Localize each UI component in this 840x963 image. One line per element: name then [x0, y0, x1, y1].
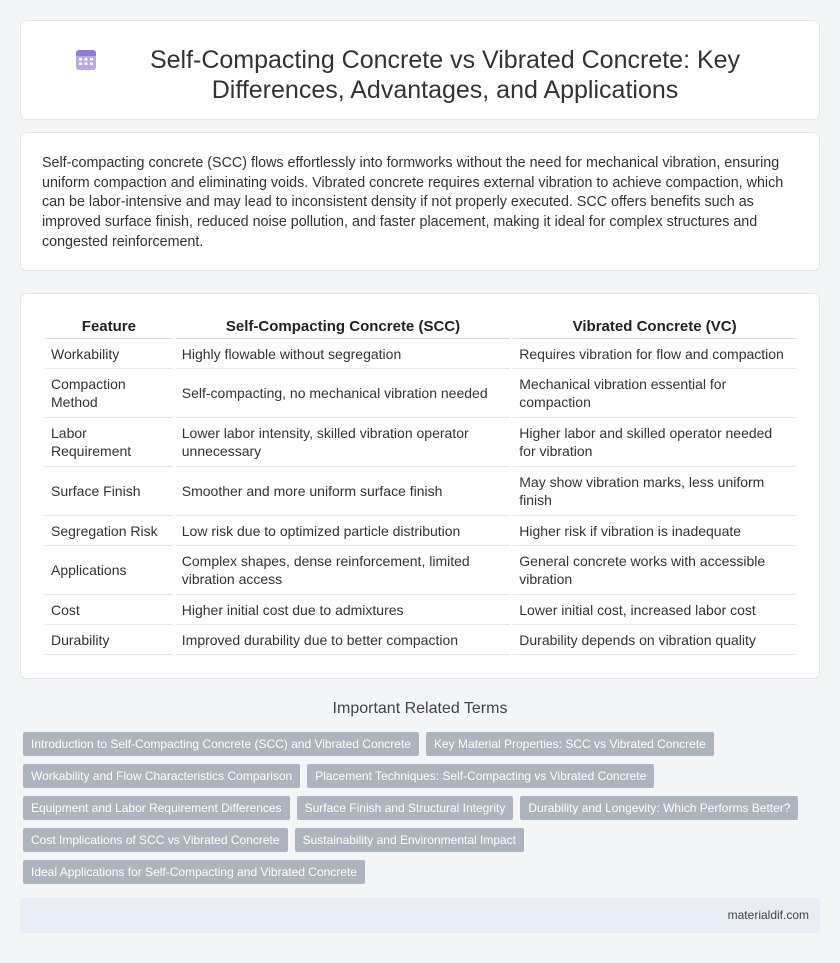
column-header: Self-Compacting Concrete (SCC): [176, 315, 511, 339]
feature-cell: Compaction Method: [45, 369, 173, 418]
scc-cell: Higher initial cost due to admixtures: [176, 595, 511, 625]
table-row: [45, 467, 796, 516]
related-term-link[interactable]: Equipment and Labor Requirement Differences: [23, 796, 290, 820]
feature-cell: Cost: [45, 595, 173, 625]
scc-cell: Highly flowable without segregation: [176, 339, 511, 369]
vc-cell: May show vibration marks, less uniform finish: [513, 467, 796, 516]
scc-cell: Low risk due to optimized particle distribution: [176, 516, 511, 546]
scc-cell: Improved durability due to better compaction: [176, 625, 511, 655]
related-term-link[interactable]: Cost Implications of SCC vs Vibrated Concrete: [23, 828, 288, 852]
vc-cell: Requires vibration for flow and compaction: [513, 339, 796, 369]
table-row: [45, 516, 796, 546]
site-link[interactable]: materialdif.com: [727, 908, 809, 922]
related-term-link[interactable]: Surface Finish and Structural Integrity: [297, 796, 514, 820]
related-term-link[interactable]: Key Material Properties: SCC vs Vibrated Concrete: [426, 732, 714, 756]
scc-cell: Complex shapes, dense reinforcement, limited vibration access: [176, 546, 511, 595]
intro-card: [20, 132, 820, 271]
feature-cell: Segregation Risk: [45, 516, 173, 546]
vc-cell: Lower initial cost, increased labor cost: [513, 595, 796, 625]
table-row: [45, 546, 796, 595]
page-title: Self-Compacting Concrete vs Vibrated Concrete: Key Differences, Advantages, and Applications: [149, 46, 741, 104]
feature-cell: Durability: [45, 625, 173, 655]
related-term-link[interactable]: Sustainability and Environmental Impact: [295, 828, 524, 852]
table-header-row: [45, 315, 796, 339]
table-row: [45, 625, 796, 655]
scc-cell: Smoother and more uniform surface finish: [176, 467, 511, 516]
vc-cell: Durability depends on vibration quality: [513, 625, 796, 655]
header-card: [20, 20, 820, 120]
column-header: Vibrated Concrete (VC): [513, 315, 796, 339]
related-term-link[interactable]: Introduction to Self-Compacting Concrete (SCC) and Vibrated Concrete: [23, 732, 419, 756]
vc-cell: Higher risk if vibration is inadequate: [513, 516, 796, 546]
related-term-link[interactable]: Durability and Longevity: Which Performs Better?: [520, 796, 798, 820]
related-term-link[interactable]: Ideal Applications for Self-Compacting and Vibrated Concrete: [23, 860, 365, 884]
column-header: Feature: [45, 315, 173, 339]
table-row: [45, 418, 796, 467]
related-term-link[interactable]: Placement Techniques: Self-Compacting vs Vibrated Concrete: [307, 764, 654, 788]
table-row: [45, 369, 796, 418]
related-terms-title: Important Related Terms: [332, 700, 508, 717]
scc-cell: Self-compacting, no mechanical vibration needed: [176, 369, 511, 418]
footer: [20, 898, 820, 933]
vc-cell: Mechanical vibration essential for compaction: [513, 369, 796, 418]
table-row: [45, 339, 796, 369]
related-terms-list: [23, 732, 803, 884]
intro-paragraph: Self-compacting concrete (SCC) flows effortlessly into formworks without the need for mechanical vibration, ensuring uniform compaction and eliminating voids. Vibrated concrete requires external vibration to achieve compaction, which can be labor-intensive and may lead to inconsistent density if not properly executed. SCC offers benefits such as improved surface finish, reduced noise pollution, and faster placement, making it ideal for complex structures and congested reinforcement.: [42, 155, 784, 250]
feature-cell: Labor Requirement: [45, 418, 173, 467]
comparison-table: [42, 315, 799, 655]
scc-cell: Lower labor intensity, skilled vibration operator unnecessary: [176, 418, 511, 467]
feature-cell: Workability: [45, 339, 173, 369]
vc-cell: Higher labor and skilled operator needed for vibration: [513, 418, 796, 467]
table-row: [45, 595, 796, 625]
feature-cell: Surface Finish: [45, 467, 173, 516]
related-term-link[interactable]: Workability and Flow Characteristics Comparison: [23, 764, 300, 788]
comparison-card: [20, 293, 820, 679]
feature-cell: Applications: [45, 546, 173, 595]
vc-cell: General concrete works with accessible vibration: [513, 546, 796, 595]
